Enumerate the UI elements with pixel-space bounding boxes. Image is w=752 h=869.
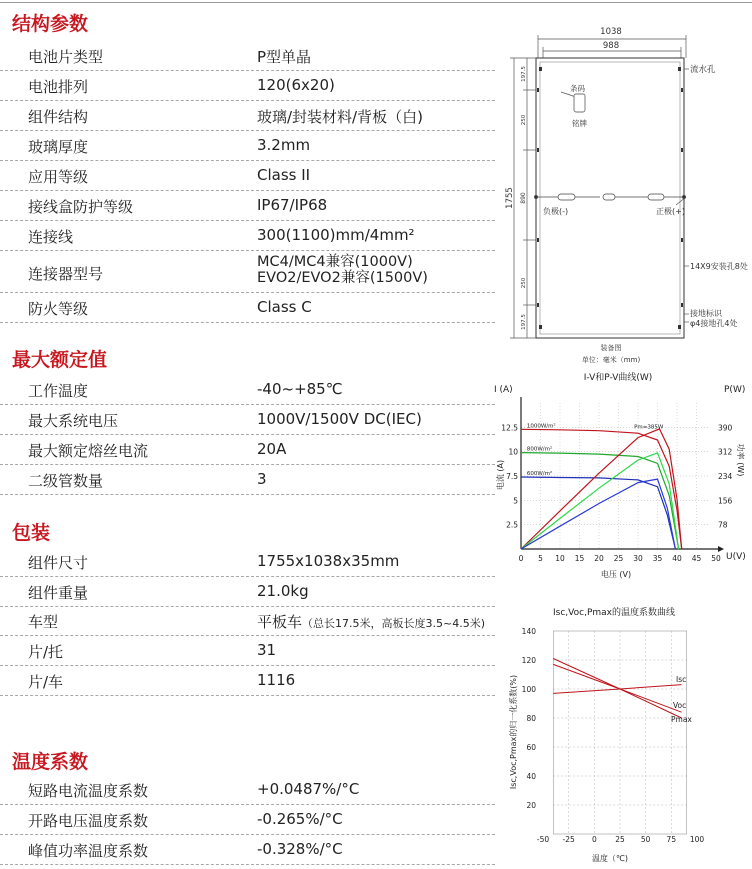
spec-row <box>0 70 495 101</box>
spec-value: -0.328%/°C <box>257 840 343 858</box>
spec-row <box>0 434 495 465</box>
label-negative: 负极(-) <box>543 207 569 216</box>
label-drain-hole: 流水孔 <box>690 65 716 75</box>
iv-axis-left-label: I (A) <box>494 385 513 395</box>
iv-x-tick-label: 10 <box>555 554 565 563</box>
nameplate-shape <box>574 94 585 112</box>
spec-row <box>0 774 495 805</box>
iv-x-tick-label: 25 <box>613 554 624 563</box>
tc-series-label: Isc <box>676 675 687 684</box>
spec-row <box>0 404 495 435</box>
connector-positive <box>648 194 664 200</box>
tc-ylabel: Isc,Voc,Pmax的归一化系数(%) <box>509 674 518 790</box>
iv-x-tick-label: 35 <box>652 554 663 563</box>
spec-value: 3 <box>257 470 267 488</box>
iv-y2-tick-label: 390 <box>718 423 733 433</box>
spec-value-note: （总长17.5米，高板长度3.5~4.5米) <box>302 617 486 630</box>
tc-series-label: Voc <box>673 701 687 710</box>
tc-x-tick-label: -25 <box>562 835 575 844</box>
spec-value: 1755x1038x35mm <box>257 552 400 570</box>
tc-x-tick-label: 100 <box>689 835 705 844</box>
mount-hole <box>681 88 683 92</box>
mount-hole <box>537 303 539 307</box>
spec-label: 玻璃厚度 <box>28 138 89 156</box>
tc-y-tick-label: 140 <box>521 627 536 636</box>
iv-y2-tick-label: 234 <box>718 472 733 481</box>
spec-value <box>257 611 485 632</box>
iv-chart-title: I-V和P-V曲线(W) <box>583 373 653 383</box>
tc-curve-pmax <box>553 659 681 719</box>
spec-label: 连接器型号 <box>28 265 104 283</box>
spec-label: 短路电流温度系数 <box>28 782 149 800</box>
drawing-unit: 单位：毫米（mm) <box>581 356 641 364</box>
tc-x-tick-label: 75 <box>666 835 677 844</box>
spec-label: 连接线 <box>28 228 74 246</box>
label-positive: 正极(+) <box>656 207 685 216</box>
spec-row <box>0 100 495 131</box>
ground-point <box>534 195 537 198</box>
tc-series-label: Pmax <box>671 715 692 724</box>
iv-x-tick-label: 50 <box>711 554 721 563</box>
iv-x-tick-label: 40 <box>672 554 682 563</box>
tc-y-tick-label: 80 <box>526 714 536 723</box>
iv-x-tick-label: 15 <box>574 554 585 563</box>
iv-y-tick-label: 7.5 <box>506 472 518 481</box>
spec-label: 片/车 <box>28 673 64 691</box>
iv-curve-2 <box>521 477 675 549</box>
tc-xlabel: 温度（℃) <box>591 854 629 863</box>
drain-hole <box>678 325 681 329</box>
dim-edge-top: 197.5 <box>521 66 527 82</box>
mount-hole <box>537 238 539 242</box>
label-barcode: 条码 <box>570 84 585 93</box>
spec-row <box>0 576 495 607</box>
spec-row <box>0 804 495 835</box>
spec-row <box>0 220 495 251</box>
iv-series-label: 800W/m² <box>526 446 553 453</box>
tc-y-tick-label: 120 <box>521 656 536 665</box>
iv-plot-area <box>501 397 732 563</box>
spec-value-main: 平板车 <box>257 613 303 631</box>
spec-row <box>0 605 495 636</box>
iv-pv-chart <box>490 372 752 592</box>
dim-mid: 890 <box>520 192 527 204</box>
iv-y2-tick-label: 78 <box>718 520 728 530</box>
iv-series-label: 600W/m² <box>526 470 553 477</box>
spec-row <box>0 292 495 323</box>
spec-label: 组件重量 <box>28 584 89 602</box>
spec-label: 组件尺寸 <box>28 554 89 572</box>
iv-y2-tick-label: 312 <box>718 447 733 457</box>
spec-row <box>0 374 495 405</box>
drawing-caption: 装备图 <box>600 344 622 352</box>
iv-annotation-pm: Pm=385W <box>634 424 664 431</box>
drain-hole <box>678 67 681 71</box>
iv-ylabel: 电流 (A) <box>496 459 505 491</box>
spec-value: 1116 <box>257 671 296 689</box>
section-title-ratings: 最大额定值 <box>12 349 108 371</box>
label-ground-mark: 接地标识 <box>690 309 722 318</box>
ground-point <box>682 195 685 198</box>
mount-hole <box>681 303 683 307</box>
iv-y2label: 功率 (W) <box>736 443 745 477</box>
dim-250-top: 250 <box>521 114 527 126</box>
iv-x-tick-label: 45 <box>691 554 702 563</box>
spec-row <box>0 130 495 161</box>
spec-row <box>0 546 495 577</box>
section-title-structure: 结构参数 <box>12 13 89 35</box>
spec-value: 20A <box>257 440 287 458</box>
tc-x-tick-label: 50 <box>640 835 651 844</box>
tc-y-tick-label: 20 <box>526 801 536 810</box>
iv-y-tick-label: 2.5 <box>506 520 518 530</box>
top-rule <box>0 2 752 3</box>
tc-y-tick-label: 40 <box>526 772 536 781</box>
dim-edge-bottom: 197.5 <box>521 314 527 330</box>
tc-chart-title: Isc,Voc,Pmax的温度系数曲线 <box>553 608 675 618</box>
spec-value: Class C <box>257 298 312 316</box>
tc-x-tick-label: 25 <box>615 835 625 844</box>
spec-label: 工作温度 <box>28 382 89 400</box>
iv-y-tick-label: 10 <box>508 447 518 457</box>
spec-value: 120(6x20) <box>257 76 335 94</box>
label-nameplate: 铭牌 <box>572 119 587 128</box>
spec-row <box>0 635 495 666</box>
junction-box <box>603 194 615 200</box>
spec-value: 21.0kg <box>257 582 309 600</box>
spec-row <box>0 665 495 696</box>
spec-label: 片/托 <box>28 643 64 661</box>
dim-inner-width: 988 <box>602 41 620 51</box>
spec-value-line-2: EVO2/EVO2兼容(1500V) <box>257 270 428 286</box>
spec-value: 300(1100)mm/4mm² <box>257 226 415 244</box>
junction-boxes <box>534 194 685 200</box>
iv-axis-x-label: U(V) <box>726 552 746 562</box>
label-mount-holes: 14X9安装孔8处 <box>690 262 748 271</box>
iv-y2-tick-label: 156 <box>718 496 733 506</box>
spec-label: 组件结构 <box>28 108 89 126</box>
iv-x-tick-label: 20 <box>594 554 604 563</box>
mount-hole <box>537 88 539 92</box>
spec-row <box>0 834 495 865</box>
spec-label: 最大额定熔丝电流 <box>28 442 149 460</box>
dim-250-bottom: 250 <box>521 277 527 289</box>
spec-label: 车型 <box>28 613 59 631</box>
spec-label: 开路电压温度系数 <box>28 812 149 830</box>
section-title-temperature: 温度系数 <box>12 751 89 773</box>
mount-hole <box>681 148 683 152</box>
drain-hole <box>539 67 542 71</box>
spec-row <box>0 464 495 495</box>
pv-curve-5 <box>521 479 675 549</box>
spec-value: 1000V/1500V DC(IEC) <box>257 410 422 428</box>
spec-row <box>0 40 495 71</box>
spec-label: 应用等级 <box>28 168 89 186</box>
spec-value: 3.2mm <box>257 136 311 154</box>
tc-y-tick-label: 60 <box>526 743 536 752</box>
spec-value-line-1: MC4/MC4兼容(1000V) <box>257 254 413 270</box>
spec-label: 电池排列 <box>28 78 89 96</box>
spec-row <box>0 190 495 221</box>
spec-value: +0.0487%/°C <box>257 780 360 798</box>
drain-hole <box>539 325 542 329</box>
spec-label: 峰值功率温度系数 <box>28 842 149 860</box>
dim-height: 1755 <box>505 187 515 209</box>
tc-plot-area <box>522 627 705 844</box>
spec-label: 防火等级 <box>28 300 89 318</box>
module-drawing <box>498 22 752 370</box>
tc-x-tick-label: -50 <box>536 835 550 844</box>
label-ground-holes: φ4接地孔4处 <box>690 319 738 328</box>
spec-value: -0.265%/°C <box>257 810 343 828</box>
connector-negative <box>558 194 575 200</box>
spec-row <box>0 251 495 293</box>
spec-label: 最大系统电压 <box>28 412 119 430</box>
spec-label: 二级管数量 <box>28 472 104 490</box>
spec-value: 玻璃/封装材料/背板（白) <box>257 108 423 126</box>
iv-xlabel: 电压 (V) <box>600 570 632 579</box>
spec-label: 电池片类型 <box>28 48 104 66</box>
iv-x-tick-label: 30 <box>633 554 643 563</box>
dim-outer-width: 1038 <box>600 27 622 37</box>
tc-y-tick-label: 100 <box>521 685 536 694</box>
iv-x-axis-arrow <box>718 546 724 552</box>
mount-hole <box>681 238 683 242</box>
spec-label: 接线盒防护等级 <box>28 198 134 216</box>
spec-row <box>0 160 495 191</box>
spec-value: 31 <box>257 641 277 659</box>
spec-value: -40~+85℃ <box>257 380 343 398</box>
section-title-packaging: 包装 <box>12 522 51 544</box>
iv-y-tick-label: 12.5 <box>501 423 518 433</box>
temp-coeff-chart <box>500 600 752 869</box>
spec-value <box>257 254 428 286</box>
mount-hole <box>537 148 539 152</box>
iv-x-tick-label: 0 <box>518 554 524 563</box>
spec-value: Class II <box>257 166 311 184</box>
iv-y-tick-label: 5 <box>513 496 518 506</box>
tc-x-tick-label: 0 <box>591 835 597 844</box>
iv-x-tick-label: 5 <box>538 554 543 563</box>
spec-value: P型单晶 <box>257 48 312 66</box>
spec-value: IP67/IP68 <box>257 196 328 214</box>
iv-axis-right-label: P(W) <box>724 385 746 395</box>
iv-series-label: 1000W/m² <box>526 423 556 430</box>
